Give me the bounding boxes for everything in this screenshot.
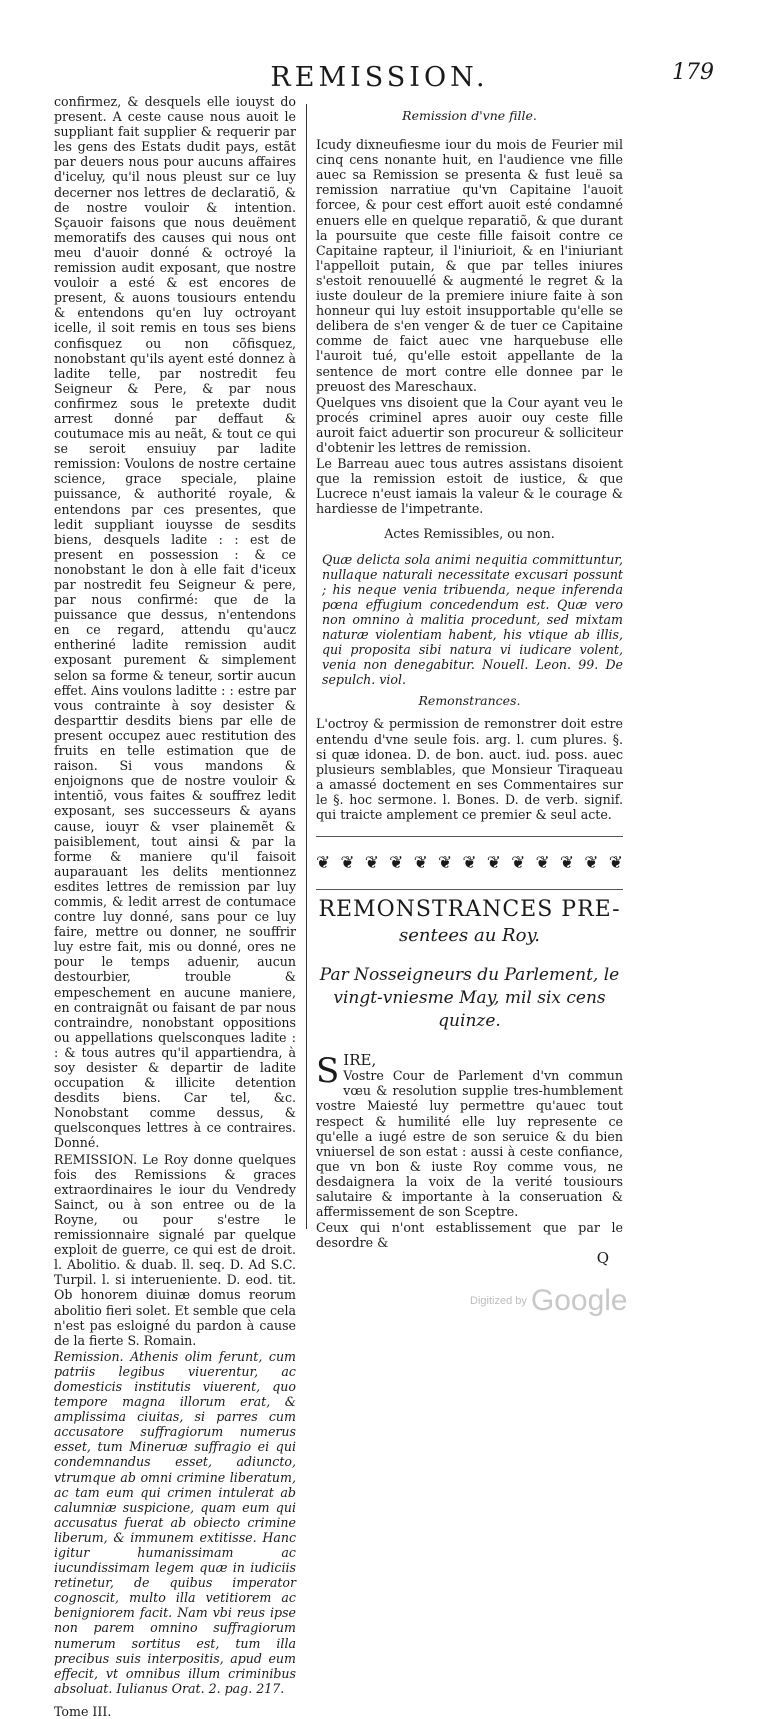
main-heading-continued: sentees au Roy. — [399, 925, 540, 947]
right-paragraph-3: Le Barreau auec tous autres assistans disoient que la remission estoit de iustice, & que Lucrece n'eust iamais la valeur & le courage & hardiesse de l'impetrante. — [316, 456, 623, 517]
right-paragraph-2: Quelques vns disoient que la Cour ayant veu le procés criminel apres auoir ouy ceste fille auroit faict aduertir son procureur & solliciteur d'obtenir les lettres de remission. — [316, 394, 623, 455]
ornament-glyph: ❦ — [462, 852, 477, 873]
ornament-glyph: ❦ — [608, 852, 623, 873]
ornament-glyph: ❦ — [535, 852, 550, 873]
salutation-text: IRE, — [343, 1051, 377, 1070]
left-paragraph-1: confirmez, & desquels elle iouyst do present. A ceste cause nous auoit le suppliant fait supplier & requerir par les gens des Estats dudit pays, estãt par deuers nous pour aucuns affaires d'iceluy, qu'il nous pleust sur ce luy decerner nos lettres de declaratiõ, & de nostre vouloir & intention. Sçauoir faisons que nous deuëment memoratifs des causes qui nous ont meu d'auoir donné & octroyé la remission audit exposant, que nostre vouloir a esté & est encores de present, & auons tousiours entendu & entendons qu'en luy octroyant icelle, il soit remis en tous ses biens confisquez ou non cõfisquez, nonobstant qu'ils ayent esté donnez à ladite telle, par nostredit feu Seigneur & Pere, & par nous confirmez sous le pretexte dudit arrest donné par deffaut & coutumace mis au neãt, & tout ce qui se seroit ensuiuy par ladite remission: Voulons de nostre certaine science, grace speciale, plaine puissance, & authorité royale, & entendons par ces presentes, que ledit suppliant iouysse de sesdits biens, desquels ladite : : est de present en possession : & ce nonobstant le don à elle fait d'iceux par nostredit feu Seigneur & pere, par nous confirmé: que de la puissance que dessus, n'entendons en ce regard, attendu qu'aucz entheriné ladite remission audit exposant purement & simplement selon sa forme & teneur, sortir aucun effet. Ains voulons laditte : : estre par vous contrainte à soy desister & desparttir desdits biens par elle de present occupez auec restitution des fruits en telle estimation que de raison. Si vous mandons & enjoignons que de nostre vouloir & intentiõ, vous faites & souffrez ledit exposant, ses successeurs & ayans cause, iouyr & vser plainemẽt & paisiblement, tout ainsi & par la forme & maniere qu'il faisoit auparauant les delits mentionnez esdites lettres de remission par luy commis, & ledit arrest de contumace contre luy donné, sans pour ce luy faire, mettre ou donner, ne souffrir luy estre fait, mis ou donné, ores ne pour le temps aduenir, aucun destourbier, trouble & empeschement en aucune maniere, en contraignãt ou faisant de par nous contraindre, nonobstant oppositions ou appellations quelsconques ladite : : & tous autres qu'il appartiendra, à soy desister & departir de ladite occupation & illicite detention desdits biens. Car tel, &c. Nonobstant comme dessus, & quelsconques lettres à ce contraires. Donné. — [54, 94, 296, 1151]
ornament-glyph: ❦ — [511, 852, 526, 873]
ornament-glyph: ❦ — [584, 852, 599, 873]
ornament-glyph: ❦ — [364, 852, 380, 873]
remonstrances-paragraph: L'octroy & permission de remonstrer doit estre entendu d'vne seule fois. arg. l. cum plures. §. si quæ idonea. D. de bon. auct. iud. poss. auec plusieurs semblables, que Monsieur Tiraqueau a amassé doctement en ses Commentaires sur le §. hoc sermone. l. Bones. D. de verb. signif. qui traicte amplement ce premier & seul acte. — [316, 716, 623, 823]
main-heading: REMONSTRANCES PRE- — [318, 897, 621, 923]
ornament-glyph: ❦ — [316, 852, 331, 873]
salutation — [316, 1051, 623, 1092]
left-paragraph-2: REMISSION. Le Roy donne quelques fois des Remissions & graces extraordinaires le iour du Vendredy Sainct, ou à son entree ou de la Royne, ou pour s'estre le remissionnaire signalé par quelque exploit de guerre, ce qui est de droit. l. Abolitio. & duab. ll. seq. D. Ad S.C. Turpil. l. si interueniente. D. eod. tit. Ob honorem diuinæ domus reorum abolitio fieri solet. Et semble que cela n'est pas esloigné du pardon à cause de la fierte S. Romain. — [54, 1151, 296, 1348]
ornament-glyph: ❦ — [413, 852, 428, 873]
page-number: 179 — [672, 60, 714, 85]
column-divider — [306, 104, 307, 1229]
watermark-prefix: Digitized by — [470, 1295, 527, 1307]
byline: Par Nosseigneurs du Parlement, le vingt-vniesme May, mil six cens quinze. — [319, 965, 620, 1032]
right-paragraph-1: Icudy dixneufiesme iour du mois de Feurier mil cinq cens nonante huit, en l'audience vne fille auec sa Remission se presenta & fust leuë sa remission narratiue qu'vn Capitaine l'auoit forcee, & pour cest effort auoit esté condamné enuers elle en quelque reparatiõ, & que durant la poursuite que ceste fille faisoit contre ce Capitaine rapteur, il l'iniurioit, & en l'iniuriant l'appelloit putain, & que par telles iniures s'estoit renouuellé & augmenté le regret & la iuste douleur de la premiere iniure faite à son honneur qui luy estoit insupportable qu'elle se delibera de s'en venger & de tuer ce Capitaine comme de faict auec vne harquebuse elle l'auroit tué, qu'elle estoit appellante de la sentence de mort contre elle donnee par le preuost des Mareschaux. — [316, 137, 623, 394]
left-column — [54, 94, 296, 1719]
latin-quote: Quæ delicta sola animi nequitia committuntur, nullaque naturali necessitate excusari possunt ; his neque venia tribuenda, neque inferenda pœna effugium concedendum est. Quæ vero non omnino à malitia procedunt, sed mixtam naturæ violentiam habent, his vtique ab illis, qui proposita sibi natura vi iudicare volent, venia non denegabitur. Nouell. Leon. 99. De sepulch. viol. — [322, 551, 623, 688]
ornament-glyph: ❦ — [486, 852, 501, 873]
ornament-glyph: ❦ — [340, 852, 355, 873]
volume-footer: Tome III. — [54, 1703, 112, 1719]
drop-cap: S — [316, 1051, 340, 1092]
acts-heading: Actes Remissibles, ou non. — [384, 526, 555, 542]
google-logo: Google — [530, 1284, 628, 1317]
ornament-glyph: ❦ — [559, 852, 575, 873]
catchword: Q — [596, 1249, 609, 1268]
ornament-glyph: ❦ — [389, 852, 404, 873]
running-title: REMISSION. — [270, 62, 489, 93]
last-line: Ceux qui n'ont establissement que par le desordre & — [316, 1220, 623, 1251]
ornament-glyph: ❦ — [437, 852, 453, 873]
digitized-watermark — [470, 1284, 628, 1318]
address-paragraph: Vostre Cour de Parlement d'vn commun vœu & resolution supplie tres-humblement vostre Maiesté luy permettre qu'auec tout respect & humilité elle luy represente ce qu'elle a iugé estre de son seruice & du bien vniuersel de son estat : aussi à ceste confiance, que vn bon & iuste Roy comme vous, ne desdaignera la voix de la verité tousiours salutaire & importante à la conseruation & affermissement de son Sceptre. — [316, 1068, 623, 1220]
right-column — [316, 108, 623, 1266]
remonstrances-heading: Remonstrances. — [418, 693, 521, 709]
section-title-remission: Remission d'vne fille. — [402, 108, 537, 123]
left-paragraph-3: Remission. Athenis olim ferunt, cum patriis legibus viuerentur, ac domesticis institutis viuerent, quo tempore magna illorum erat, & amplissima ciuitas, si parres cum accusatore suffragiorum numerus esset, tum Mineruæ suffragio ei qui condemnandus esset, adiuncto, vtrumque ab omni crimine liberatum, ac tam eum qui crimen intulerat ab calumniæ suspicione, quam eum qui accusatus fuerat ab obiecto crimine liberum, & immunem extitisse. Hanc igitur humanissimam ac iucundissimam legem quæ in iudiciis retinetur, de quibus imperator cognoscit, multo illa vetitiorem ac benigniorem facit. Nam vbi reus ipse non parem omnino suffragiorum numerum sortitus est, tum illa precibus suis interpositis, apud eum effecit, vt omnibus illum criminibus absoluat. Iulianus Orat. 2. pag. 217. — [54, 1348, 296, 1696]
ornament-band — [316, 836, 623, 890]
